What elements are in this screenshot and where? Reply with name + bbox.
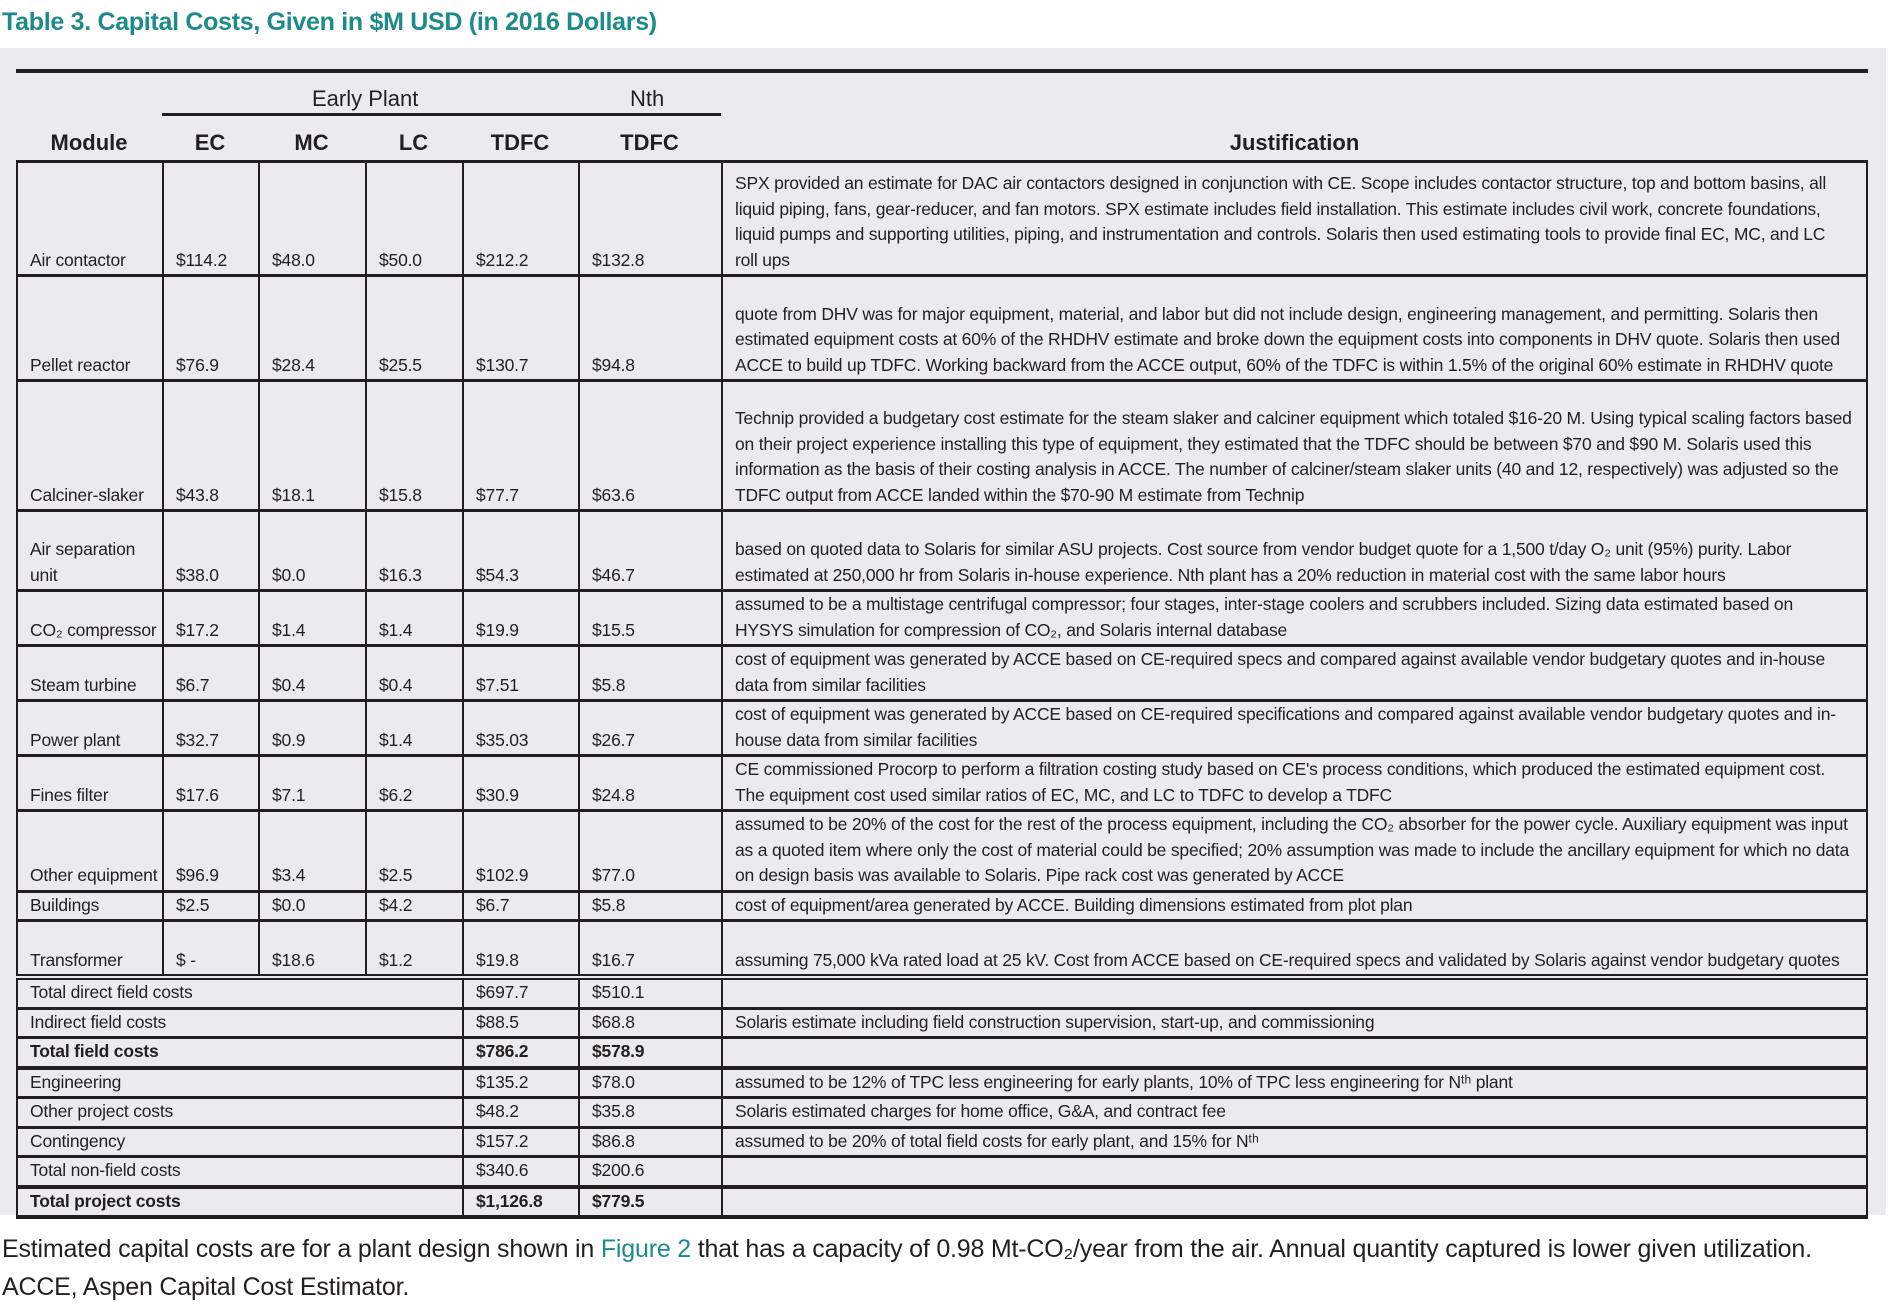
figure-2-link[interactable]: Figure 2	[600, 1235, 691, 1263]
total-row	[17, 1157, 1867, 1187]
tdfc-nth-cell: $26.7	[579, 701, 722, 756]
tdfc-nth-cell: $200.6	[579, 1157, 722, 1187]
tdfc-early-cell: $19.9	[463, 591, 579, 646]
ec-cell: $17.6	[163, 756, 259, 811]
tdfc-early-cell: $19.8	[463, 921, 579, 978]
justification-cell: Solaris estimate including field construction supervision, start-up, and commissioning	[722, 1008, 1867, 1038]
justification-cell: based on quoted data to Solaris for similar ASU projects. Cost source from vendor budget quote for a 1,500 t/day O₂ unit (95%) purity. Labor estimated at 250,000 hr from Solaris in-house experience. Nth plant has a 20% reduction in material cost with the same labor hours	[722, 511, 1867, 591]
mc-cell: $0.4	[259, 646, 366, 701]
table-row	[17, 701, 1867, 756]
mc-cell: $48.0	[259, 162, 366, 276]
tdfc-early-cell: $54.3	[463, 511, 579, 591]
tdfc-early-cell: $88.5	[463, 1008, 579, 1038]
tdfc-nth-cell: $46.7	[579, 511, 722, 591]
total-label-cell: Contingency	[17, 1127, 463, 1157]
column-header-tdfc-nth: TDFC	[620, 130, 679, 155]
tdfc-nth-cell: $86.8	[579, 1127, 722, 1157]
justification-cell: SPX provided an estimate for DAC air contactors designed in conjunction with CE. Scope includes contactor structure, top and bottom basins, all liquid piping, fans, gear-reducer, and fan motors. SPX estimate includes field installation. This estimate includes civil work, concrete foundations, liquid pumps and supporting utilities, piping, and instrumentation and controls. Solaris then used estimating tools to provide final EC, MC, and LC roll ups	[722, 162, 1867, 276]
top-rule	[16, 69, 1868, 73]
column-header-ec: EC	[194, 130, 226, 155]
capital-costs-table	[16, 160, 1868, 1219]
module-cell: Fines filter	[17, 756, 163, 811]
mc-cell: $0.9	[259, 701, 366, 756]
tdfc-nth-cell: $15.5	[579, 591, 722, 646]
justification-cell: assuming 75,000 kVa rated load at 25 kV. Cost from ACCE based on CE-required specs and validated by Solaris against vendor budgetary quotes	[722, 921, 1867, 978]
module-cell: Air contactor	[17, 162, 163, 276]
group-underline	[162, 113, 721, 116]
tdfc-nth-cell: $63.6	[579, 381, 722, 511]
table-row	[17, 381, 1867, 511]
tdfc-early-cell: $6.7	[463, 891, 579, 921]
ec-cell: $96.9	[163, 811, 259, 892]
lc-cell: $4.2	[366, 891, 463, 921]
justification-cell: assumed to be 20% of total field costs for early plant, and 15% for Nᵗʰ	[722, 1127, 1867, 1157]
module-cell: Transformer	[17, 921, 163, 978]
module-cell: Buildings	[17, 891, 163, 921]
module-cell: Pellet reactor	[17, 276, 163, 381]
tdfc-early-cell: $697.7	[463, 977, 579, 1008]
tdfc-early-cell: $340.6	[463, 1157, 579, 1187]
justification-cell: assumed to be 12% of TPC less engineering for early plants, 10% of TPC less engineering for Nᵗʰ plant	[722, 1068, 1867, 1098]
tdfc-nth-cell: $132.8	[579, 162, 722, 276]
tdfc-early-cell: $157.2	[463, 1127, 579, 1157]
tdfc-nth-cell: $78.0	[579, 1068, 722, 1098]
total-label-cell: Total field costs	[17, 1038, 463, 1068]
caption-text: Estimated capital costs are for a plant design shown in	[2, 1235, 601, 1263]
justification-cell: CE commissioned Procorp to perform a filtration costing study based on CE's process conditions, which produced the estimated equipment cost. The equipment cost used similar ratios of EC, MC, and LC to TDFC to develop a TDFC	[722, 756, 1867, 811]
total-label-cell: Indirect field costs	[17, 1008, 463, 1038]
lc-cell: $2.5	[366, 811, 463, 892]
total-row	[17, 1038, 1867, 1068]
mc-cell: $1.4	[259, 591, 366, 646]
mc-cell: $18.1	[259, 381, 366, 511]
justification-cell: assumed to be 20% of the cost for the rest of the process equipment, including the CO₂ absorber for the power cycle. Auxiliary equipment was input as a quoted item where only the cost of material could be specified; 20% assumption was made to include the ancillary equipment for which no data on design basis was available to Solaris. Pipe rack cost was generated by ACCE	[722, 811, 1867, 892]
table-row	[17, 811, 1867, 892]
tdfc-nth-cell: $16.7	[579, 921, 722, 978]
table-row	[17, 646, 1867, 701]
justification-cell: quote from DHV was for major equipment, material, and labor but did not include design, engineering management, and permitting. Solaris then estimated equipment costs at 60% of the RHDHV estimate and broke down the equipment costs into components in DHV quote. Solaris then used ACCE to build up TDFC. Working backward from the ACCE output, 60% of the TDFC is within 1.5% of the original 60% estimate in RHDHV quote	[722, 276, 1867, 381]
table-title: Table 3. Capital Costs, Given in $M USD (in 2016 Dollars)	[2, 8, 657, 36]
ec-cell: $ -	[163, 921, 259, 978]
table-row	[17, 162, 1867, 276]
total-row	[17, 977, 1867, 1008]
table-row	[17, 921, 1867, 978]
column-header-module: Module	[50, 130, 128, 155]
tdfc-early-cell: $135.2	[463, 1068, 579, 1098]
tdfc-nth-cell: $94.8	[579, 276, 722, 381]
ec-cell: $6.7	[163, 646, 259, 701]
ec-cell: $114.2	[163, 162, 259, 276]
justification-cell: assumed to be a multistage centrifugal compressor; four stages, inter-stage coolers and scrubbers included. Sizing data estimated based on HYSYS simulation for compression of CO₂, and Solaris internal database	[722, 591, 1867, 646]
lc-cell: $15.8	[366, 381, 463, 511]
total-row	[17, 1068, 1867, 1098]
mc-cell: $18.6	[259, 921, 366, 978]
total-label-cell: Other project costs	[17, 1098, 463, 1128]
caption-text-cont: that has a capacity of 0.98 Mt-CO₂/year from the air. Annual quantity captured is lower given utilization. ACCE, Aspen Capital Cost Estimator.	[2, 1235, 1812, 1301]
column-header-tdfc-early: TDFC	[490, 130, 550, 155]
module-cell: Air separation unit	[17, 511, 163, 591]
tdfc-nth-cell: $5.8	[579, 646, 722, 701]
tdfc-early-cell: $1,126.8	[463, 1187, 579, 1218]
table-caption	[2, 1230, 1886, 1306]
total-row	[17, 1098, 1867, 1128]
group-header-nth: Nth	[630, 86, 665, 111]
total-row	[17, 1127, 1867, 1157]
tdfc-nth-cell: $779.5	[579, 1187, 722, 1218]
lc-cell: $50.0	[366, 162, 463, 276]
module-cell: Calciner-slaker	[17, 381, 163, 511]
tdfc-nth-cell: $77.0	[579, 811, 722, 892]
tdfc-early-cell: $35.03	[463, 701, 579, 756]
justification-cell	[722, 977, 1867, 1008]
justification-cell	[722, 1157, 1867, 1187]
table-row	[17, 591, 1867, 646]
total-label-cell: Total project costs	[17, 1187, 463, 1218]
tdfc-early-cell: $212.2	[463, 162, 579, 276]
tdfc-nth-cell: $35.8	[579, 1098, 722, 1128]
ec-cell: $17.2	[163, 591, 259, 646]
tdfc-nth-cell: $510.1	[579, 977, 722, 1008]
column-header-justification: Justification	[1229, 130, 1360, 155]
lc-cell: $25.5	[366, 276, 463, 381]
lc-cell: $16.3	[366, 511, 463, 591]
ec-cell: $38.0	[163, 511, 259, 591]
module-cell: Steam turbine	[17, 646, 163, 701]
lc-cell: $6.2	[366, 756, 463, 811]
module-cell: CO₂ compressor	[17, 591, 163, 646]
tdfc-nth-cell: $5.8	[579, 891, 722, 921]
tdfc-early-cell: $130.7	[463, 276, 579, 381]
justification-cell: cost of equipment/area generated by ACCE. Building dimensions estimated from plot plan	[722, 891, 1867, 921]
total-label-cell: Total direct field costs	[17, 977, 463, 1008]
tdfc-nth-cell: $24.8	[579, 756, 722, 811]
mc-cell: $28.4	[259, 276, 366, 381]
justification-cell: cost of equipment was generated by ACCE based on CE-required specs and compared against available vendor budgetary quotes and in-house data from similar facilities	[722, 646, 1867, 701]
ec-cell: $76.9	[163, 276, 259, 381]
mc-cell: $0.0	[259, 891, 366, 921]
tdfc-early-cell: $77.7	[463, 381, 579, 511]
lc-cell: $1.4	[366, 591, 463, 646]
table-row	[17, 276, 1867, 381]
justification-cell: cost of equipment was generated by ACCE based on CE-required specifications and compared against available vendor budgetary quotes and in-house data from similar facilities	[722, 701, 1867, 756]
column-header-mc: MC	[294, 130, 329, 155]
justification-cell: Solaris estimated charges for home office, G&A, and contract fee	[722, 1098, 1867, 1128]
ec-cell: $2.5	[163, 891, 259, 921]
tdfc-nth-cell: $68.8	[579, 1008, 722, 1038]
tdfc-early-cell: $7.51	[463, 646, 579, 701]
mc-cell: $3.4	[259, 811, 366, 892]
tdfc-early-cell: $786.2	[463, 1038, 579, 1068]
tdfc-early-cell: $30.9	[463, 756, 579, 811]
lc-cell: $0.4	[366, 646, 463, 701]
column-header-lc: LC	[398, 130, 429, 155]
mc-cell: $0.0	[259, 511, 366, 591]
justification-cell	[722, 1187, 1867, 1218]
ec-cell: $32.7	[163, 701, 259, 756]
lc-cell: $1.4	[366, 701, 463, 756]
tdfc-early-cell: $48.2	[463, 1098, 579, 1128]
total-label-cell: Total non-field costs	[17, 1157, 463, 1187]
total-row	[17, 1187, 1867, 1218]
table-row	[17, 511, 1867, 591]
module-cell: Power plant	[17, 701, 163, 756]
module-cell: Other equipment	[17, 811, 163, 892]
justification-cell	[722, 1038, 1867, 1068]
group-header-early-plant: Early Plant	[312, 86, 419, 111]
justification-cell: Technip provided a budgetary cost estimate for the steam slaker and calciner equipment which totaled $16-20 M. Using typical scaling factors based on their project experience installing this type of equipment, they estimated that the TDFC should be between $70 and $90 M. Solaris used this information as the basis of their costing analysis in ACCE. The number of calciner/steam slaker units (40 and 12, respectively) was adjusted so the TDFC output from ACCE landed within the $70-90 M estimate from Technip	[722, 381, 1867, 511]
tdfc-nth-cell: $578.9	[579, 1038, 722, 1068]
tdfc-early-cell: $102.9	[463, 811, 579, 892]
total-row	[17, 1008, 1867, 1038]
lc-cell: $1.2	[366, 921, 463, 978]
total-label-cell: Engineering	[17, 1068, 463, 1098]
table-row	[17, 756, 1867, 811]
ec-cell: $43.8	[163, 381, 259, 511]
mc-cell: $7.1	[259, 756, 366, 811]
table-row	[17, 891, 1867, 921]
